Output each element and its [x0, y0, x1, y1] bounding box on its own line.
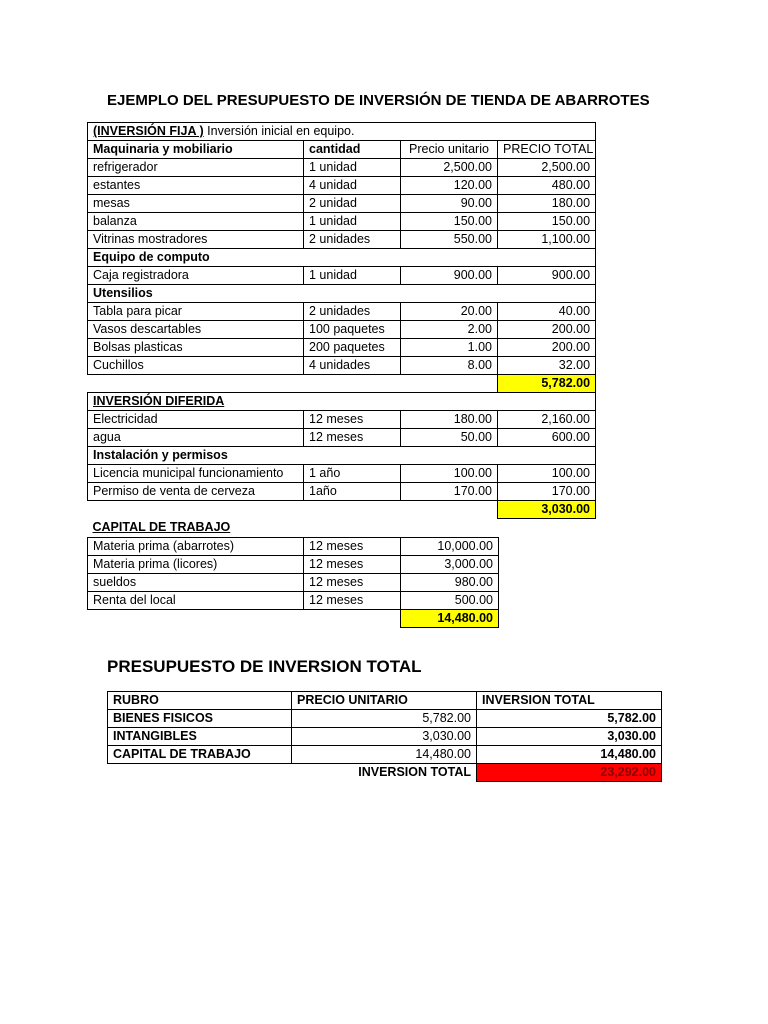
resumen-title: PRESUPUESTO DE INVERSION TOTAL — [107, 657, 422, 676]
item-precio-unitario: 50.00 — [401, 429, 498, 447]
rubro-name: CAPITAL DE TRABAJO — [108, 746, 292, 764]
item-periodo: 12 meses — [304, 537, 401, 555]
item-name: sueldos — [88, 573, 304, 591]
item-name: estantes — [88, 177, 304, 195]
resumen-total-label: INVERSION TOTAL — [358, 765, 471, 780]
item-precio-total: 900.00 — [498, 267, 596, 285]
item-periodo: 12 meses — [304, 573, 401, 591]
item-monto: 500.00 — [401, 591, 499, 609]
col-precio-total: PRECIO TOTAL — [498, 141, 596, 159]
col-precio-unitario: Precio unitario — [401, 141, 498, 159]
fija-total: 5,782.00 — [498, 375, 596, 393]
item-name: Licencia municipal funcionamiento — [88, 465, 304, 483]
item-cantidad: 1año — [304, 483, 401, 501]
item-precio-total: 100.00 — [498, 465, 596, 483]
item-cantidad: 2 unidades — [304, 231, 401, 249]
table-row — [108, 728, 662, 746]
item-monto: 3,000.00 — [401, 555, 499, 573]
item-precio-unitario: 8.00 — [401, 357, 498, 375]
diferida-heading-row — [88, 393, 596, 411]
table-row — [88, 411, 596, 429]
diferida-heading: INVERSIÓN DIFERIDA — [88, 393, 596, 411]
item-precio-total: 600.00 — [498, 429, 596, 447]
item-cantidad: 1 año — [304, 465, 401, 483]
rubro-inversion-total: 14,480.00 — [477, 746, 662, 764]
table-row — [88, 573, 499, 591]
capital-total: 14,480.00 — [401, 609, 499, 627]
table-row — [88, 465, 596, 483]
fija-total-row — [88, 375, 596, 393]
item-name: mesas — [88, 195, 304, 213]
table-row — [108, 746, 662, 764]
table-row — [88, 555, 499, 573]
diferida-total-row — [88, 501, 596, 519]
item-precio-unitario: 120.00 — [401, 177, 498, 195]
item-name: Vasos descartables — [88, 321, 304, 339]
item-precio-total: 1,100.00 — [498, 231, 596, 249]
item-monto: 10,000.00 — [401, 537, 499, 555]
table-row — [88, 339, 596, 357]
item-cantidad: 1 unidad — [304, 213, 401, 231]
table-row — [88, 213, 596, 231]
table-row — [88, 483, 596, 501]
table-row — [88, 267, 596, 285]
item-cantidad: 2 unidad — [304, 195, 401, 213]
table-row — [88, 357, 596, 375]
fija-heading-row — [88, 123, 596, 141]
resumen-total-row — [108, 764, 662, 782]
table-row — [88, 159, 596, 177]
table-row — [88, 321, 596, 339]
computo-section-label-row — [88, 249, 596, 267]
resumen-header-row — [108, 692, 662, 710]
item-precio-unitario: 150.00 — [401, 213, 498, 231]
item-name: balanza — [88, 213, 304, 231]
blank-cell — [108, 764, 292, 782]
fija-heading-text: Inversión inicial en equipo. — [203, 124, 355, 138]
item-periodo: 12 meses — [304, 555, 401, 573]
item-cantidad: 200 paquetes — [304, 339, 401, 357]
fija-heading — [88, 123, 596, 141]
item-cantidad: 12 meses — [304, 429, 401, 447]
computo-section-label: Equipo de computo — [88, 249, 596, 267]
item-name: agua — [88, 429, 304, 447]
blank-cell — [88, 375, 498, 393]
table-row — [88, 195, 596, 213]
utensilios-section-label-row — [88, 285, 596, 303]
item-name: Bolsas plasticas — [88, 339, 304, 357]
item-precio-unitario: 1.00 — [401, 339, 498, 357]
item-precio-total: 180.00 — [498, 195, 596, 213]
fija-heading-label: (INVERSIÓN FIJA ) — [93, 124, 204, 138]
capital-heading: CAPITAL DE TRABAJO — [92, 520, 231, 535]
table-row — [88, 177, 596, 195]
item-name: Materia prima (licores) — [88, 555, 304, 573]
item-cantidad: 4 unidad — [304, 177, 401, 195]
capital-total-row — [88, 609, 499, 627]
item-precio-unitario: 20.00 — [401, 303, 498, 321]
col-precio-unitario-resumen: PRECIO UNITARIO — [292, 692, 477, 710]
item-precio-total: 200.00 — [498, 321, 596, 339]
rubro-precio-unitario: 5,782.00 — [292, 710, 477, 728]
rubro-precio-unitario: 14,480.00 — [292, 746, 477, 764]
item-precio-total: 170.00 — [498, 483, 596, 501]
item-precio-total: 480.00 — [498, 177, 596, 195]
item-precio-unitario: 2,500.00 — [401, 159, 498, 177]
rubro-inversion-total: 5,782.00 — [477, 710, 662, 728]
item-name: Caja registradora — [88, 267, 304, 285]
table-row — [88, 591, 499, 609]
permisos-section-label: Instalación y permisos — [88, 447, 596, 465]
permisos-section-label-row — [88, 447, 596, 465]
item-precio-total: 200.00 — [498, 339, 596, 357]
item-name: refrigerador — [88, 159, 304, 177]
col-cantidad: cantidad — [304, 141, 401, 159]
item-precio-unitario: 550.00 — [401, 231, 498, 249]
item-precio-unitario: 170.00 — [401, 483, 498, 501]
item-periodo: 12 meses — [304, 591, 401, 609]
item-name: Materia prima (abarrotes) — [88, 537, 304, 555]
item-precio-unitario: 900.00 — [401, 267, 498, 285]
item-precio-unitario: 90.00 — [401, 195, 498, 213]
blank-cell — [88, 609, 401, 627]
inversion-fija-table — [87, 122, 596, 393]
item-monto: 980.00 — [401, 573, 499, 591]
table-row — [88, 231, 596, 249]
rubro-inversion-total: 3,030.00 — [477, 728, 662, 746]
table-row — [88, 303, 596, 321]
fija-column-header-row — [88, 141, 596, 159]
item-name: Vitrinas mostradores — [88, 231, 304, 249]
item-precio-unitario: 100.00 — [401, 465, 498, 483]
utensilios-section-label: Utensilios — [88, 285, 596, 303]
col-inversion-total: INVERSION TOTAL — [477, 692, 662, 710]
item-cantidad: 4 unidades — [304, 357, 401, 375]
item-cantidad: 1 unidad — [304, 159, 401, 177]
diferida-total: 3,030.00 — [498, 501, 596, 519]
item-precio-total: 150.00 — [498, 213, 596, 231]
blank-cell — [88, 501, 498, 519]
item-cantidad: 12 meses — [304, 411, 401, 429]
item-name: Electricidad — [88, 411, 304, 429]
item-precio-total: 2,500.00 — [498, 159, 596, 177]
item-name: Tabla para picar — [88, 303, 304, 321]
col-rubro: RUBRO — [108, 692, 292, 710]
table-row — [88, 537, 499, 555]
table-row — [88, 429, 596, 447]
item-precio-total: 2,160.00 — [498, 411, 596, 429]
item-precio-unitario: 2.00 — [401, 321, 498, 339]
item-name: Permiso de venta de cerveza — [88, 483, 304, 501]
table-row — [108, 710, 662, 728]
item-precio-unitario: 180.00 — [401, 411, 498, 429]
item-name: Cuchillos — [88, 357, 304, 375]
item-cantidad: 1 unidad — [304, 267, 401, 285]
resumen-total-value: 23,292.00 — [477, 764, 662, 782]
rubro-name: BIENES FISICOS — [108, 710, 292, 728]
rubro-name: INTANGIBLES — [108, 728, 292, 746]
item-cantidad: 100 paquetes — [304, 321, 401, 339]
resumen-table — [107, 691, 662, 782]
item-cantidad: 2 unidades — [304, 303, 401, 321]
capital-heading-row — [88, 519, 499, 537]
item-name: Renta del local — [88, 591, 304, 609]
inversion-diferida-table — [87, 392, 596, 519]
col-maquinaria: Maquinaria y mobiliario — [88, 141, 304, 159]
item-precio-total: 40.00 — [498, 303, 596, 321]
capital-trabajo-table — [87, 519, 499, 628]
item-precio-total: 32.00 — [498, 357, 596, 375]
rubro-precio-unitario: 3,030.00 — [292, 728, 477, 746]
document-title: EJEMPLO DEL PRESUPUESTO DE INVERSIÓN DE TIENDA DE ABARROTES — [107, 92, 650, 109]
